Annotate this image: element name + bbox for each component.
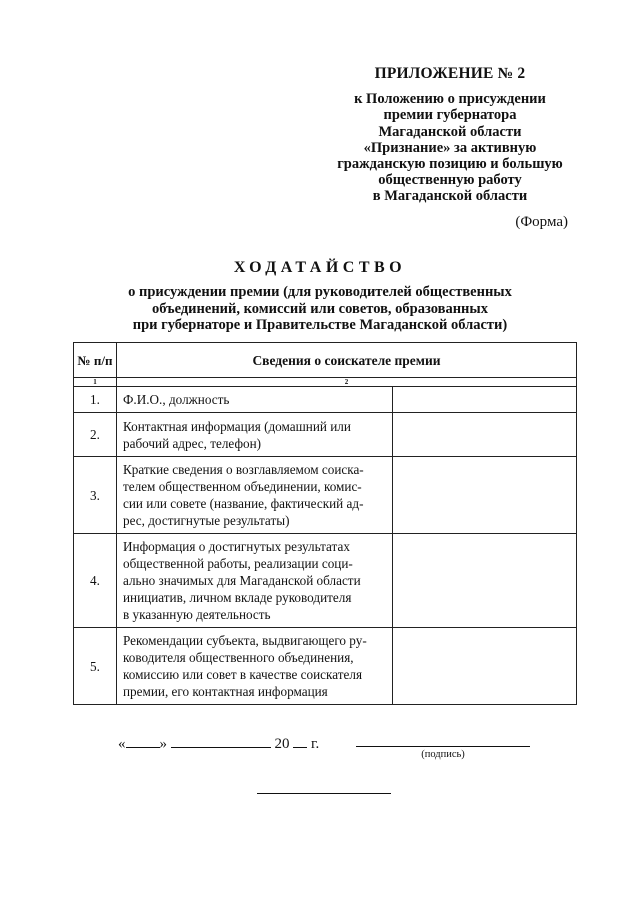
table-row [74, 628, 577, 705]
table-header-row [74, 343, 577, 378]
row-value-cell [393, 534, 577, 628]
year-blank [293, 733, 307, 748]
row-value-cell [393, 628, 577, 705]
appendix-line: к Положению о присуждении [354, 91, 546, 108]
description-line: ально значимых для Магаданской области [123, 573, 361, 588]
row-number: 3. [74, 457, 117, 534]
description-line: рабочий адрес, телефон) [123, 435, 262, 451]
description-line: ководителя общественного объединения, [123, 650, 354, 665]
appendix-line: «Признание» за активную [363, 139, 537, 156]
subtitle-line: о присуждении премии (для руководителей общественных [128, 284, 512, 300]
appendix-line: общественную работу [378, 172, 522, 189]
description-line: телем общественном объединении, комис- [123, 479, 362, 494]
description-line: рес, достигнутые результаты) [123, 513, 290, 528]
day-blank [126, 733, 160, 748]
document-title: ХОДАТАЙСТВО [233, 259, 407, 276]
row-value-cell [393, 387, 577, 413]
header-num: № п/п [74, 343, 117, 378]
description-line: комиссию или совет в качестве соискателя [123, 667, 363, 682]
description-line: сии или совете (название, фактический ад- [123, 496, 364, 511]
description-line: инициатив, личном вкладе руководителя [123, 590, 352, 605]
table-index-row [74, 378, 577, 387]
row-number: 5. [74, 628, 117, 705]
description-line: в указанную деятельность [123, 607, 271, 622]
description-line: общественной работы, реализации соци- [123, 556, 353, 571]
header-info: Сведения о соискателе премии [117, 343, 577, 378]
table-row [74, 413, 577, 457]
subtitle-line: объединений, комиссий или советов, образованных [152, 300, 488, 317]
appendix-line: в Магаданской области [372, 188, 528, 205]
row-value-cell [393, 457, 577, 534]
year-prefix: 20 [274, 736, 290, 752]
appendix-line: Магаданской области [378, 123, 522, 140]
index-cell: 1 [74, 378, 117, 387]
appendix-line: гражданскую позицию и большую [337, 156, 563, 173]
document-subtitle [60, 284, 580, 334]
row-description [117, 628, 393, 705]
quote-close: » [159, 736, 167, 752]
row-number: 1. [74, 387, 117, 413]
appendix-block [330, 66, 570, 205]
month-blank [171, 733, 271, 748]
quote-open: « [118, 736, 126, 752]
description-line: Информация о достигнутых результатах [123, 539, 350, 554]
row-description [117, 457, 393, 534]
index-cell: 2 [117, 378, 577, 387]
signature-caption: (подпись) [421, 749, 465, 760]
table-row [74, 387, 577, 413]
row-number: 4. [74, 534, 117, 628]
row-description [117, 387, 393, 413]
description-line: Ф.И.О., должность [123, 392, 230, 407]
signature-line [356, 746, 530, 747]
row-description [117, 534, 393, 628]
nominee-info-table [73, 342, 577, 705]
form-label: (Форма) [515, 214, 568, 230]
table-row [74, 534, 577, 628]
description-line: Рекомендации субъекта, выдвигающего ру- [123, 633, 367, 648]
row-number: 2. [74, 413, 117, 457]
table-row [74, 457, 577, 534]
bottom-blank-line [257, 793, 391, 794]
appendix-line: премии губернатора [383, 107, 517, 124]
subtitle-line: при губернаторе и Правительстве Магаданской области) [132, 317, 508, 333]
description-line: Краткие сведения о возглавляемом соиска- [123, 462, 364, 477]
appendix-title: ПРИЛОЖЕНИЕ № 2 [374, 65, 526, 82]
year-suffix: г. [311, 736, 320, 752]
description-line: Контактная информация (домашний или [123, 418, 351, 434]
date-line [118, 733, 319, 753]
row-description [117, 413, 393, 457]
row-value-cell [393, 413, 577, 457]
description-line: премии, его контактная информация [123, 684, 328, 699]
